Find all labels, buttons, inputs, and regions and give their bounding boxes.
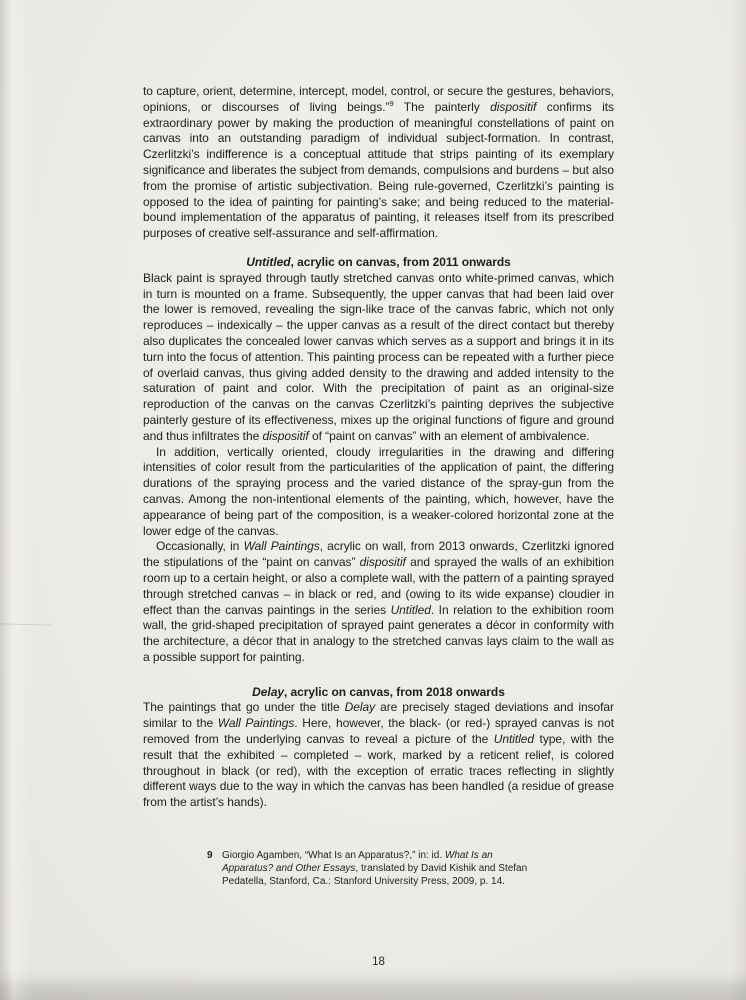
body-paragraph-3: In addition, vertically oriented, cloudy irregularities in the drawing and differing intensities of color result from the particularities of the application of paint, the differing durations of the spraying process and the varied distance of the spray-gun from the canvas. Among the non-intentional elements of the painting, which, however, have the appearance of being part of the composition, is a weaker-colored horizontal zone at the lower edge of the canvas. <box>143 444 614 538</box>
body-paragraph-5: The paintings that go under the title Delay are precisely staged deviations and insofar similar to the Wall Paintings. Here, however, the black- (or red-) sprayed canvas is not removed from the underlying canvas to reveal a picture of the Untitled type, with the result that the exhibited – completed – work, marked by a reticent relief, is colored throughout in black (or red), with the exception of erratic traces reflecting in slightly different ways due to the way in which the canvas has been handled (a residue of grease from the artist’s hands). <box>143 700 614 810</box>
paper-crease <box>0 623 52 625</box>
footnote-number: 9 <box>207 850 213 861</box>
body-paragraph-2: Black paint is sprayed through tautly stretched canvas onto white-primed canvas, which in turn is mounted on a frame. Subsequently, the upper canvas that had been laid over the lower is removed, revealing the sign-like trace of the canvas fabric, which not only reproduces – indexically – the upper canvas as a result of the direct contact but thereby also duplicates the concealed lower canvas which serves as a support and brings it in its turn into the focus of attention. This painting process can be repeated with a further piece of overlaid canvas, thus giving added density to the drawing and added intensity to the saturation of paint and color. With the precipitation of paint as an original-size reproduction of the canvas on the canvas Czerlitzki’s painting deprives the subjective painterly gesture of its effectiveness, mixes up the original functions of figure and ground and thus infiltrates the dispositif of “paint on canvas” with an element of ambivalence. <box>143 270 614 443</box>
section-heading-untitled: Untitled, acrylic on canvas, from 2011 onwards <box>246 254 511 269</box>
footnote-text: Giorgio Agamben, “What Is an Apparatus?,” in: id. What Is an Apparatus? and Other Essays, translated by David Kishik and Stefan Pedatella, Stanford, Ca.: Stanford University Press, 2009, p. 14. <box>222 850 528 888</box>
page-number: 18 <box>372 956 385 968</box>
body-paragraph-1: to capture, orient, determine, intercept, model, control, or secure the gestures, behaviors, opinions, or discourses of living beings.”$^9$ The painterly dispositif confirms its extraordinary power by making the production of meaningful constellations of paint on canvas into an outstanding paradigm of individual subject-formation. In contrast, Czerlitzki’s indifference is a conceptual attitude that strips painting of its exemplary significance and liberates the subject from demands, compulsions and burdens – but also from the promise of artistic subjectivation. Being rule-governed, Czerlitzki’s painting is opposed to the idea of painting for painting’s sake; and being reduced to the material-bound implementation of the apparatus of painting, it releases itself from its prescribed purposes of creative self-assurance and self-affirmation. <box>143 84 614 241</box>
footnote <box>207 849 552 889</box>
text-column <box>143 84 614 811</box>
section-heading-delay: Delay, acrylic on canvas, from 2018 onwards <box>252 684 505 699</box>
body-paragraph-4: Occasionally, in Wall Paintings, acrylic on wall, from 2013 onwards, Czerlitzki ignored the stipulations of the “paint on canvas” dispositif and sprayed the walls of an exhibition room up to a certain height, or also a complete wall, with the pattern of a painting sprayed through stretched canvas – in black or red, and (owing to its wide expanse) cloudier in effect than the canvas paintings in the series Untitled. In relation to the exhibition room wall, the grid-shaped precipitation of sprayed paint generates a décor in conformity with the architecture, a décor that in analogy to the stretched canvas lays claim to the wall as a possible support for painting. <box>143 539 614 664</box>
